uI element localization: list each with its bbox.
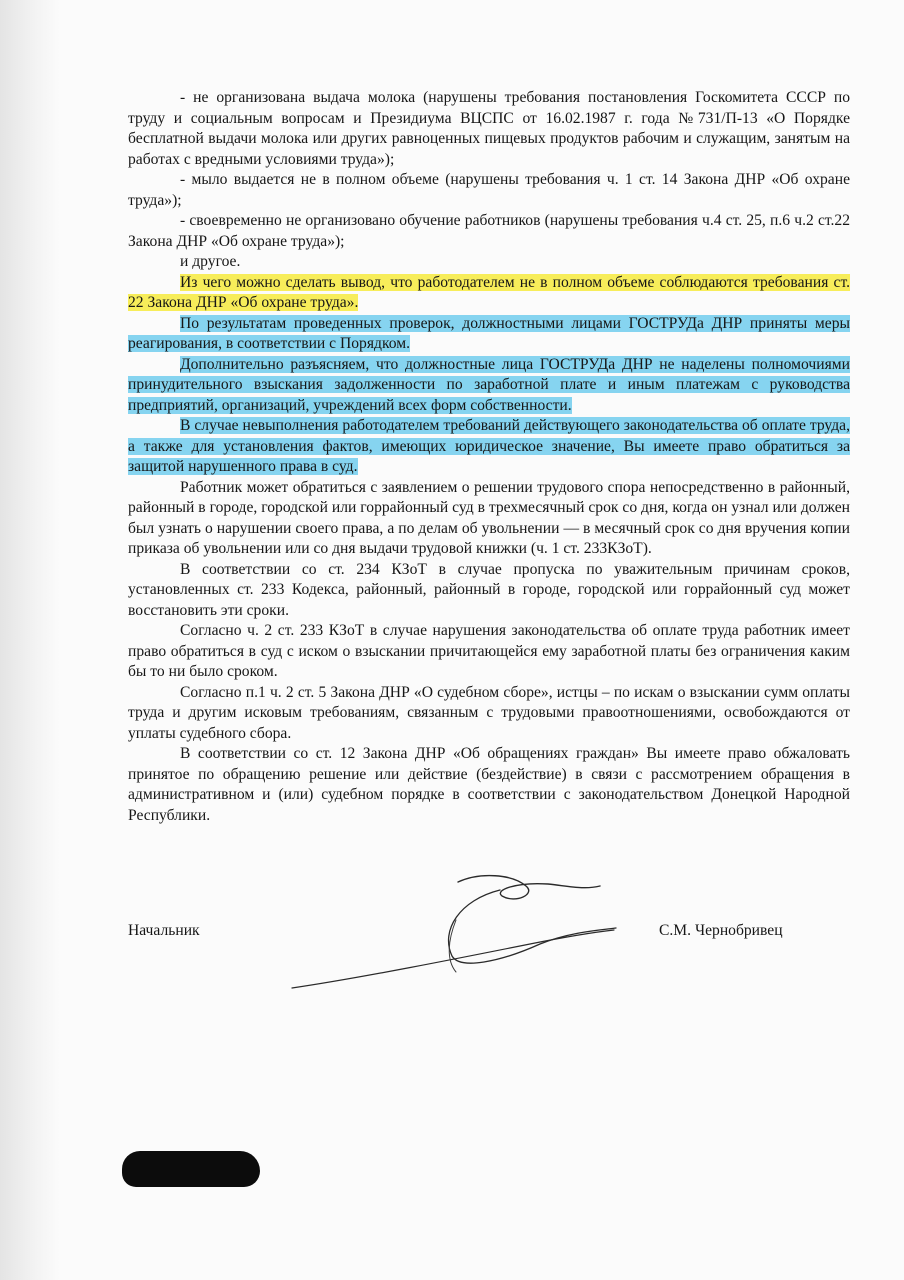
paragraph-other: и другое. — [180, 253, 241, 270]
handwritten-signature — [280, 860, 620, 1000]
page-fold-shadow — [0, 0, 60, 1280]
paragraph-art-234: В соответствии со ст. 234 КЗоТ в случае пропуска по уважительным причинам сроков, установленных ст. 233 Кодекса, районный, районный в городе, городской или горрайонный суд может восстановить эти сроки. — [128, 560, 850, 619]
paragraph-court-right — [128, 416, 850, 478]
highlight-blue: По результатам проведенных проверок, должностными лицами ГОСТРУДа ДНР приняты меры реагирования, в соответствии с Порядком. — [128, 314, 850, 352]
highlight-blue: В случае невыполнения работодателем требований действующего законодательства об оплате труда, а также для установления фактов, имеющих юридическое значение, Вы имеете право обратиться за защитой нарушенного права в суд. — [128, 417, 850, 475]
paragraph-conclusion — [128, 273, 850, 314]
highlight-blue: Дополнительно разъясняем, что должностные лица ГОСТРУДа ДНР не наделены полномочиями принудительного взыскания задолженности по заработной плате и иным платежам с руководства предприятий, организаций, учреждений всех форм собственности. — [128, 355, 850, 414]
paragraph-art-233: Согласно ч. 2 ст. 233 КЗоТ в случае нарушения законодательства об оплате труда работник имеет право обратиться в суд с иском о взыскании причитающейся ему заработной платы без ограничения каким бы то ни было сроком. — [128, 622, 850, 680]
signatory-name: С.М. Чернобривец — [659, 922, 783, 939]
paragraph-appeal: В соответствии со ст. 12 Закона ДНР «Об обращениях граждан» Вы имеете право обжаловать принятое по обращению решение или действие (бездействие) в связи с рассмотрением обращения в административном и (или) судебном порядке в соответствии с законодательством Донецкой Народной Республики. — [128, 745, 850, 824]
paragraph-labor-dispute: Работник может обратиться с заявлением о решении трудового спора непосредственно в районный, районный в городе, городской или горрайонный суд в трехмесячный срок со дня, когда он узнал или должен был узнать о нарушении своего права, а по делам об увольнении — в месячный срок со дня вручения копии приказа об увольнении или со дня выдачи трудовой книжки (ч. 1 ст. 233КЗоТ). — [128, 478, 850, 557]
redacted-block — [122, 1151, 260, 1187]
paragraph-clarification — [128, 355, 850, 417]
paragraph-milk: - не организована выдача молока (нарушены требования постановления Госкомитета СССР по труду и социальным вопросам и Президиума ВЦСПС от 16.02.1987 г. года №731/П-13 «О Порядке бесплатной выдачи молока или других равноценных пищевых продуктов рабочим и служащим, занятым на работах с вредными условиями труда»); — [128, 89, 850, 168]
letter-body — [128, 88, 850, 826]
paragraph-measures — [128, 314, 850, 355]
paragraph-soap: - мыло выдается не в полном объеме (нарушены требования ч. 1 ст. 14 Закона ДНР «Об охране труда»); — [128, 171, 850, 209]
signatory-role: Начальник — [128, 922, 200, 939]
highlight-yellow: Из чего можно сделать вывод, что работодателем не в полном объеме соблюдаются требования ст. 22 Закона ДНР «Об охране труда». — [128, 273, 850, 311]
paragraph-training: - своевременно не организовано обучение работников (нарушены требования ч.4 ст. 25, п.6 ч.2 ст.22 Закона ДНР «Об охране труда»); — [128, 212, 850, 250]
paragraph-court-fee: Согласно п.1 ч. 2 ст. 5 Закона ДНР «О судебном сборе», истцы – по искам о взыскании сумм оплаты труда и другим исковым требованиям, связанным с трудовыми правоотношениями, освобождаются от уплаты судебного сбора. — [128, 683, 850, 742]
